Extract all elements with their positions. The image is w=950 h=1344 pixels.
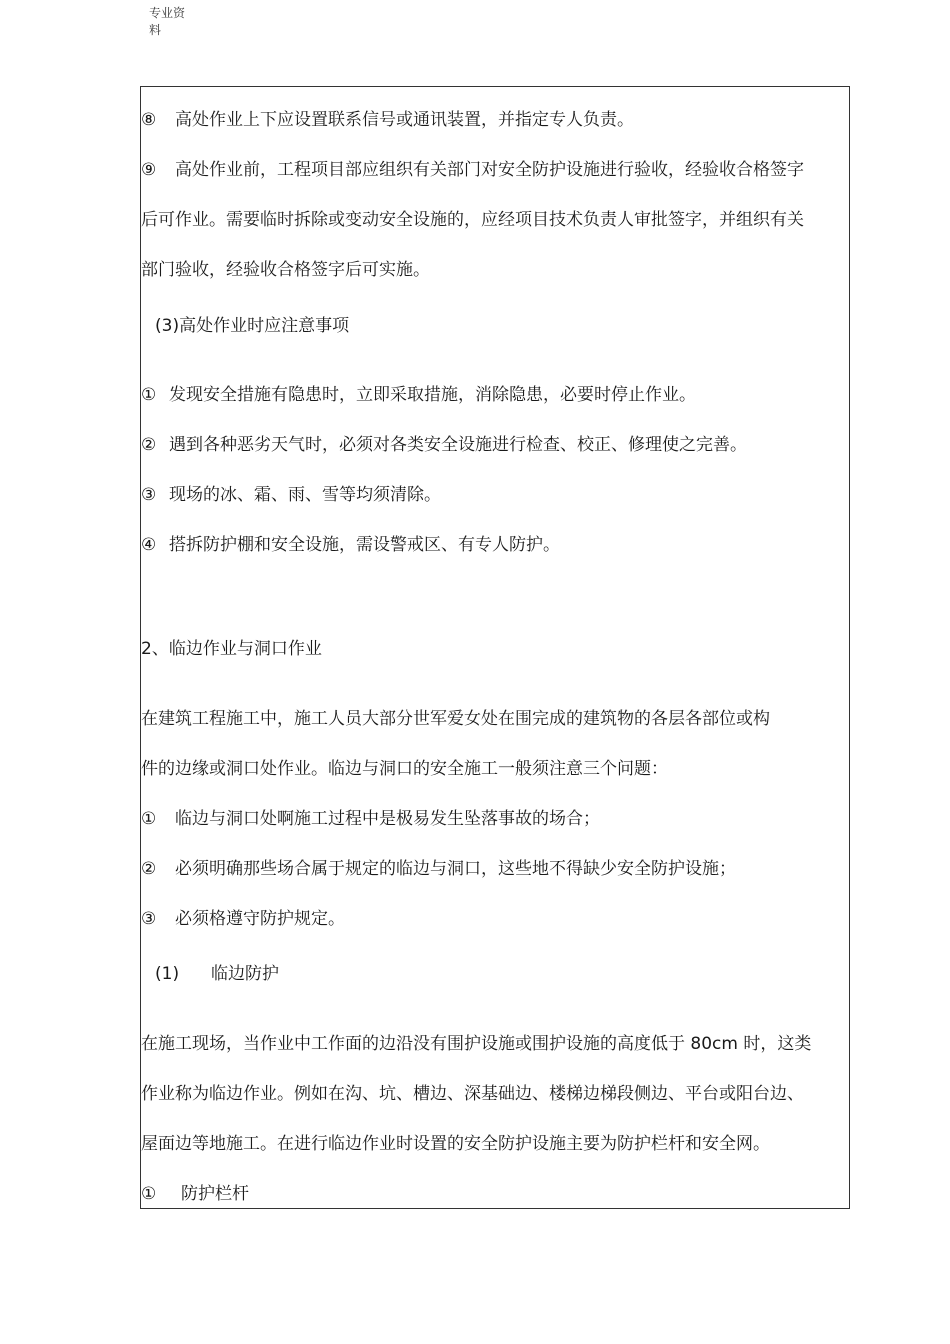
item-8-number: ⑧ [141,110,157,130]
item-9-line1 [141,158,804,182]
issue-2-text: 必须明确那些场合属于规定的临边与洞口，这些地不得缺少安全防护设施； [175,859,736,879]
para-line2: 作业称为临边作业。例如在沟、坑、槽边、深基础边、楼梯边梯段侧边、平台或阳台边、 [141,1084,804,1104]
subsection-1-number: (1) [155,964,180,984]
note-4 [141,533,560,557]
item-8 [141,108,634,132]
issue-3 [141,907,345,931]
note-2-text: 遇到各种恶劣天气时，必须对各类安全设施进行检查、校正、修理使之完善。 [169,435,747,455]
subsection-1 [155,962,279,986]
issue-3-text: 必须格遵守防护规定。 [175,909,345,929]
note-3-text: 现场的冰、霜、雨、雪等均须清除。 [169,485,441,505]
header-tag-line1: 专业资 [149,6,186,20]
para-line3: 屋面边等地施工。在进行临边作业时设置的安全防护设施主要为防护栏杆和安全网。 [141,1134,770,1154]
section2-heading: 2、临边作业与洞口作业 [141,639,322,659]
note-4-text: 搭拆防护棚和安全设施，需设警戒区、有专人防护。 [169,535,560,555]
issue-2 [141,857,736,881]
note-1-number: ① [141,385,157,405]
intro-line1: 在建筑工程施工中，施工人员大部分世军爱女处在围完成的建筑物的各层各部位或构 [141,709,770,729]
header-tag [149,5,199,39]
section3-heading: (3)高处作业时应注意事项 [155,316,350,336]
subsection-1-title: 临边防护 [211,964,279,984]
item-9-number: ⑨ [141,160,157,180]
para-line1: 在施工现场，当作业中工作面的边沿没有围护设施或围护设施的高度低于 80cm 时，这类 [141,1034,812,1054]
item-9-line2: 后可作业。需要临时拆除或变动安全设施的，应经项目技术负责人审批签字，并组织有关 [141,210,804,230]
header-tag-line2: 料 [149,23,162,37]
issue-1 [141,807,600,831]
issue-2-number: ② [141,859,157,879]
last-item-number: ① [141,1184,157,1204]
issue-3-number: ③ [141,909,157,929]
item-8-text: 高处作业上下应设置联系信号或通讯装置，并指定专人负责。 [175,110,634,130]
last-item-text: 防护栏杆 [181,1184,249,1204]
note-3 [141,483,441,507]
note-1-text: 发现安全措施有隐患时，立即采取措施，消除隐患，必要时停止作业。 [169,385,696,405]
item-9-text1: 高处作业前，工程项目部应组织有关部门对安全防护设施进行验收，经验收合格签字 [175,160,804,180]
note-1 [141,383,696,407]
note-2-number: ② [141,435,157,455]
item-9-line3: 部门验收，经验收合格签字后可实施。 [141,260,430,280]
note-3-number: ③ [141,485,157,505]
last-item [141,1182,249,1206]
issue-1-text: 临边与洞口处啊施工过程中是极易发生坠落事故的场合； [175,809,600,829]
note-2 [141,433,747,457]
issue-1-number: ① [141,809,157,829]
intro-line2: 件的边缘或洞口处作业。临边与洞口的安全施工一般须注意三个问题： [141,759,668,779]
note-4-number: ④ [141,535,157,555]
